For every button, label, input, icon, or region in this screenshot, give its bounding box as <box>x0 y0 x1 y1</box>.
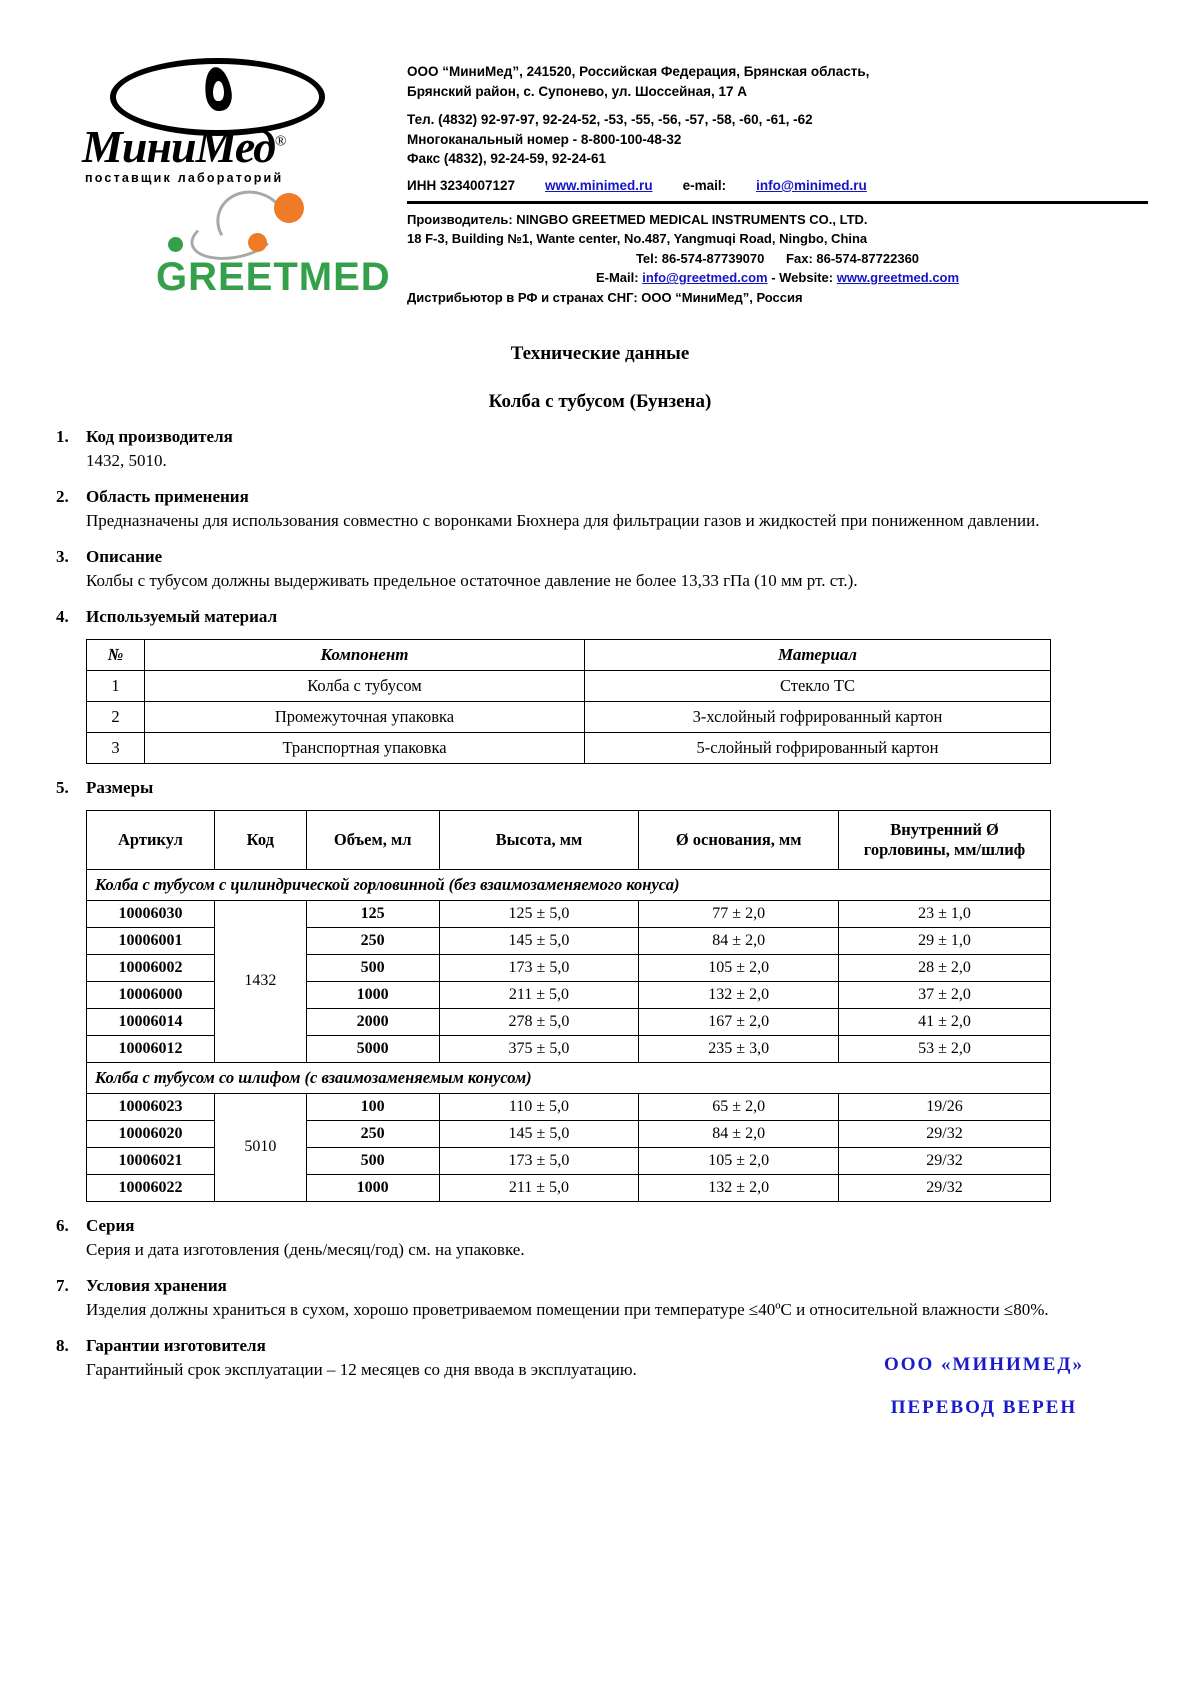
cell-article: 10006014 <box>87 1008 215 1035</box>
section-title: Условия хранения <box>86 1275 227 1295</box>
section-body: Колбы с тубусом должны выдерживать предельное остаточное давление не более 13,33 гПа (10 мм рт. ст.). <box>86 570 858 590</box>
section-number: 4. <box>56 606 69 626</box>
section-storage-conditions <box>52 1276 1148 1322</box>
section-body: Предназначены для использования совместно с воронками Бюхнера для фильтрации газов и жидкостей при пониженном давлении. <box>86 510 1040 530</box>
column-header-height: Высота, мм <box>439 810 639 869</box>
manufacturer-website-link[interactable]: www.greetmed.com <box>836 270 960 286</box>
cell-base-diameter: 132 ± 2,0 <box>639 981 839 1008</box>
document-header <box>52 40 1148 309</box>
dimensions-table <box>86 810 1051 1202</box>
company-address-line1: ООО “МиниМед”, 241520, Российская Федерация, Брянская область, <box>407 64 870 79</box>
section-number: 6. <box>56 1215 69 1235</box>
cell-article: 10006000 <box>87 981 215 1008</box>
section-title: Размеры <box>86 777 154 797</box>
cell-article: 10006020 <box>87 1120 215 1147</box>
cell-volume: 100 <box>306 1093 439 1120</box>
cell-base-diameter: 167 ± 2,0 <box>639 1008 839 1035</box>
company-inn: ИНН 3234007127 <box>407 177 516 193</box>
cell-neck-diameter: 29/32 <box>839 1174 1051 1201</box>
distributor-line: Дистрибьютор в РФ и странах СНГ: ООО “МиниМед”, Россия <box>407 289 803 305</box>
cell-volume: 5000 <box>306 1035 439 1062</box>
column-header-number: № <box>87 639 145 670</box>
cell-height: 211 ± 5,0 <box>439 1174 639 1201</box>
section-title: Описание <box>86 546 163 566</box>
table-group-row <box>87 869 1051 900</box>
cell-article: 10006012 <box>87 1035 215 1062</box>
cell-neck-diameter: 19/26 <box>839 1093 1051 1120</box>
manufacturer-web-line <box>407 268 1148 288</box>
manufacturer-fax: Fax: 86-574-87722360 <box>786 250 920 266</box>
table-row <box>87 701 1051 732</box>
header-right-column <box>407 40 1148 307</box>
cell-base-diameter: 65 ± 2,0 <box>639 1093 839 1120</box>
section-title: Серия <box>86 1215 135 1235</box>
cell-component: Транспортная упаковка <box>145 732 585 763</box>
cell-height: 173 ± 5,0 <box>439 954 639 981</box>
page-subtitle: Колба с тубусом (Бунзена) <box>488 391 712 412</box>
manufacturer-name-line: Производитель: NINGBO GREETMED MEDICAL INSTRUMENTS CO., LTD. <box>407 211 868 227</box>
section-description <box>52 547 1148 593</box>
neck-header-line1: Внутренний Ø <box>890 819 999 839</box>
column-header-article: Артикул <box>87 810 215 869</box>
company-multichannel-number: Многоканальный номер - 8-800-100-48-32 <box>407 131 682 147</box>
manufacturer-email-label: E-Mail: <box>595 270 639 286</box>
cell-volume: 250 <box>306 927 439 954</box>
section-materials <box>52 607 1148 764</box>
section-number: 7. <box>56 1275 69 1295</box>
translation-stamp <box>884 1355 1084 1419</box>
cell-volume: 500 <box>306 1147 439 1174</box>
cell-volume: 125 <box>306 900 439 927</box>
cell-neck-diameter: 37 ± 2,0 <box>839 981 1051 1008</box>
cell-height: 173 ± 5,0 <box>439 1147 639 1174</box>
minimed-logo <box>82 58 382 185</box>
cell-neck-diameter: 28 ± 2,0 <box>839 954 1051 981</box>
cell-article: 10006002 <box>87 954 215 981</box>
cell-base-diameter: 77 ± 2,0 <box>639 900 839 927</box>
cell-base-diameter: 235 ± 3,0 <box>639 1035 839 1062</box>
cell-volume: 250 <box>306 1120 439 1147</box>
section-body: Серия и дата изготовления (день/месяц/год) см. на упаковке. <box>86 1239 525 1259</box>
cell-neck-diameter: 53 ± 2,0 <box>839 1035 1051 1062</box>
company-phone: Тел. (4832) 92-97-97, 92-24-52, -53, -55, -56, -57, -58, -60, -61, -62 <box>407 112 813 128</box>
cell-base-diameter: 84 ± 2,0 <box>639 927 839 954</box>
table-header-row <box>87 810 1051 869</box>
section-number: 1. <box>56 427 69 446</box>
section-number: 2. <box>56 486 69 506</box>
table-row <box>87 670 1051 701</box>
company-email-link[interactable]: info@minimed.ru <box>756 177 867 193</box>
minimed-logo-tagline: поставщик лабораторий <box>85 171 284 185</box>
cell-volume: 500 <box>306 954 439 981</box>
cell-number: 1 <box>87 670 145 701</box>
cell-base-diameter: 132 ± 2,0 <box>639 1174 839 1201</box>
table-row <box>87 1093 1051 1120</box>
group-caption: Колба с тубусом со шлифом (с взаимозаменяемым конусом) <box>87 1062 1051 1093</box>
cell-component: Колба с тубусом <box>145 670 585 701</box>
table-row <box>87 732 1051 763</box>
manufacturer-tel: Tel: 86-574-87739070 <box>635 250 765 266</box>
section-body: Изделия должны храниться в сухом, хорошо проветриваемом помещении при температуре ≤40ºС и относительной влажности ≤80%. <box>86 1299 1049 1319</box>
column-header-component: Компонент <box>145 639 585 670</box>
cell-height: 125 ± 5,0 <box>439 900 639 927</box>
group-caption: Колба с тубусом с цилиндрической горловинной (без взаимозаменяемого конуса) <box>87 869 1051 900</box>
section-body: Гарантийный срок эксплуатации – 12 месяцев со дня ввода в эксплуатацию. <box>86 1359 637 1379</box>
cell-article: 10006001 <box>87 927 215 954</box>
column-header-base-diameter: Ø основания, мм <box>639 810 839 869</box>
stamp-company-line: ООО «МИНИМЕД» <box>883 1354 1084 1375</box>
cell-article: 10006021 <box>87 1147 215 1174</box>
section-title: Используемый материал <box>86 606 278 626</box>
registered-trademark-icon: ® <box>274 133 286 150</box>
table-row <box>87 900 1051 927</box>
cell-height: 278 ± 5,0 <box>439 1008 639 1035</box>
greetmed-logo-mark <box>156 189 406 261</box>
section-number: 3. <box>56 546 69 566</box>
greetmed-logo-text: GREETMED <box>156 255 391 299</box>
section-number: 5. <box>56 777 69 797</box>
cell-neck-diameter: 29/32 <box>839 1147 1051 1174</box>
company-fax: Факс (4832), 92-24-59, 92-24-61 <box>407 151 606 167</box>
section-series <box>52 1216 1148 1262</box>
cell-article: 10006022 <box>87 1174 215 1201</box>
cell-neck-diameter: 23 ± 1,0 <box>839 900 1051 927</box>
cell-base-diameter: 84 ± 2,0 <box>639 1120 839 1147</box>
cell-material: 5-слойный гофрированный картон <box>585 732 1051 763</box>
cell-base-diameter: 105 ± 2,0 <box>639 1147 839 1174</box>
header-left-column <box>52 40 407 309</box>
manufacturer-block <box>407 210 1148 308</box>
cell-neck-diameter: 41 ± 2,0 <box>839 1008 1051 1035</box>
section-number: 8. <box>56 1335 69 1355</box>
cell-material: 3-хслойный гофрированный картон <box>585 701 1051 732</box>
cell-material: Стекло ТС <box>585 670 1051 701</box>
cell-height: 375 ± 5,0 <box>439 1035 639 1062</box>
cell-height: 110 ± 5,0 <box>439 1093 639 1120</box>
column-header-neck-diameter <box>839 810 1051 869</box>
minimed-logo-text: МиниМед <box>82 121 275 172</box>
cell-number: 2 <box>87 701 145 732</box>
section-manufacturer-code <box>52 427 1148 473</box>
cell-component: Промежуточная упаковка <box>145 701 585 732</box>
manufacturer-contacts-line <box>407 249 1148 269</box>
column-header-volume: Объем, мл <box>306 810 439 869</box>
cell-height: 211 ± 5,0 <box>439 981 639 1008</box>
column-header-material: Материал <box>585 639 1051 670</box>
section-body: 1432, 5010. <box>86 451 167 470</box>
cell-volume: 1000 <box>306 1174 439 1201</box>
company-address-line2: Брянский район, с. Супонево, ул. Шоссейная, 17 А <box>407 83 747 99</box>
cell-height: 145 ± 5,0 <box>439 927 639 954</box>
materials-table <box>86 639 1051 764</box>
cell-base-diameter: 105 ± 2,0 <box>639 954 839 981</box>
column-header-code: Код <box>214 810 306 869</box>
cell-code-group: 5010 <box>214 1093 306 1201</box>
section-dimensions <box>52 778 1148 1202</box>
minimed-logo-wordmark <box>82 121 382 172</box>
stamp-certification-line: ПЕРЕВОД ВЕРЕН <box>890 1396 1078 1418</box>
cell-volume: 2000 <box>306 1008 439 1035</box>
company-website-link[interactable]: www.minimed.ru <box>545 177 653 193</box>
cell-neck-diameter: 29/32 <box>839 1120 1051 1147</box>
cell-number: 3 <box>87 732 145 763</box>
manufacturer-email-link[interactable]: info@greetmed.com <box>642 270 768 286</box>
neck-header-line2: горловины, мм/шлиф <box>863 839 1026 859</box>
section-title: Область применения <box>86 486 249 506</box>
company-email-label: e-mail: <box>682 177 727 193</box>
company-inn-row <box>407 178 1148 193</box>
cell-article: 10006030 <box>87 900 215 927</box>
greetmed-logo <box>156 189 406 309</box>
cell-code-group: 1432 <box>214 900 306 1062</box>
cell-volume: 1000 <box>306 981 439 1008</box>
page-title: Технические данные <box>510 343 690 364</box>
cell-neck-diameter: 29 ± 1,0 <box>839 927 1051 954</box>
cell-article: 10006023 <box>87 1093 215 1120</box>
section-application-area <box>52 487 1148 533</box>
manufacturer-website-label: - Website: <box>771 270 834 286</box>
section-title: Код производителя <box>86 427 233 446</box>
table-header-row <box>87 639 1051 670</box>
header-divider <box>407 201 1148 204</box>
table-group-row <box>87 1062 1051 1093</box>
cell-height: 145 ± 5,0 <box>439 1120 639 1147</box>
section-title: Гарантии изготовителя <box>86 1335 266 1355</box>
manufacturer-address-line: 18 F-3, Building №1, Wante center, No.487, Yangmuqi Road, Ningbo, China <box>407 231 868 247</box>
